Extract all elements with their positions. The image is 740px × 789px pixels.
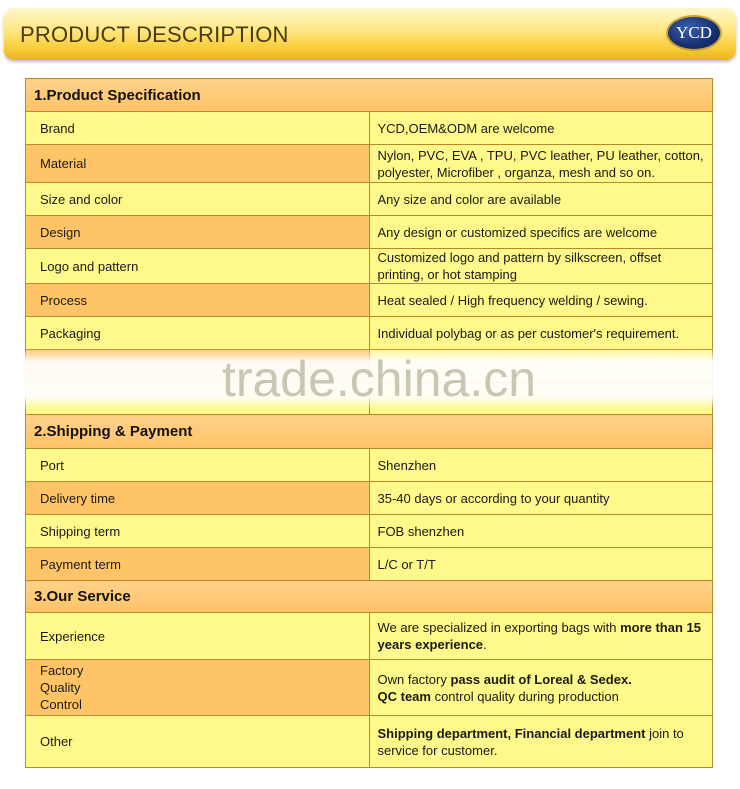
row-value: 35-40 days or according to your quantity: [369, 482, 713, 515]
section-header-product-spec: [26, 79, 713, 112]
emphasis-text: more than 15 years experience: [377, 620, 701, 652]
table-row: [26, 317, 713, 350]
row-label: Payment term: [26, 548, 370, 581]
row-label: Material: [26, 145, 370, 183]
row-value: Shipping department, Financial department join to service for customer.: [369, 716, 713, 768]
row-value: Shenzhen: [369, 449, 713, 482]
table-row: [26, 284, 713, 317]
row-value: Own factory pass audit of Loreal & Sedex. QC team control quality during production: [369, 660, 713, 716]
row-label: Design: [26, 216, 370, 249]
row-label: Delivery time: [26, 482, 370, 515]
row-label: Shipping term: [26, 515, 370, 548]
table-row: [26, 482, 713, 515]
row-label: Port: [26, 449, 370, 482]
page-title: PRODUCT DESCRIPTION: [20, 22, 289, 47]
table-row: [26, 515, 713, 548]
section-header-service: [26, 581, 713, 613]
row-value: Any size and color are available: [369, 183, 713, 216]
table-row: [26, 716, 713, 768]
row-value: FOB shenzhen: [369, 515, 713, 548]
row-label: Experience: [26, 613, 370, 660]
watermark-text: trade.china.cn: [221, 351, 537, 407]
table-row: [26, 660, 713, 716]
row-value: Customized logo and pattern by silkscreen, offset printing, or hot stamping: [369, 249, 713, 284]
emphasis-text: pass audit of Loreal & Sedex.: [450, 671, 632, 687]
watermark-band: [25, 348, 713, 410]
logo-text: YCD: [676, 23, 712, 42]
row-label: Other: [26, 716, 370, 768]
row-value: L/C or T/T: [369, 548, 713, 581]
row-label: Process: [26, 284, 370, 317]
row-label: Brand: [26, 112, 370, 145]
emphasis-text: QC team: [377, 688, 431, 704]
row-value: Nylon, PVC, EVA , TPU, PVC leather, PU leather, cotton, polyester, Microfiber , organza, mesh and so on.: [369, 145, 713, 183]
brand-logo: [666, 15, 722, 51]
row-value: Any design or customized specifics are welcome: [369, 216, 713, 249]
section-title: 1.Product Specification: [26, 79, 713, 112]
table-row: [26, 548, 713, 581]
row-value: Individual polybag or as per customer's requirement.: [369, 317, 713, 350]
table-row: [26, 249, 713, 284]
row-label: Factory Quality Control: [26, 660, 370, 716]
row-label: Size and color: [26, 183, 370, 216]
row-label: Packaging: [26, 317, 370, 350]
table-row: [26, 183, 713, 216]
row-value: YCD,OEM&ODM are welcome: [369, 112, 713, 145]
row-value: We are specialized in exporting bags with more than 15 years experience.: [369, 613, 713, 660]
table-row: [26, 449, 713, 482]
emphasis-text: Shipping department, Financial department: [377, 725, 646, 741]
table-row: [26, 216, 713, 249]
header-banner: [4, 8, 736, 60]
row-value: Heat sealed / High frequency welding / sewing.: [369, 284, 713, 317]
table-row: [26, 145, 713, 183]
table-row: [26, 613, 713, 660]
row-label: Logo and pattern: [26, 249, 370, 284]
section-title: 3.Our Service: [26, 581, 713, 613]
section-title: 2.Shipping & Payment: [26, 415, 713, 449]
table-row: [26, 112, 713, 145]
section-header-shipping: [26, 415, 713, 449]
product-description-table: [25, 78, 713, 768]
